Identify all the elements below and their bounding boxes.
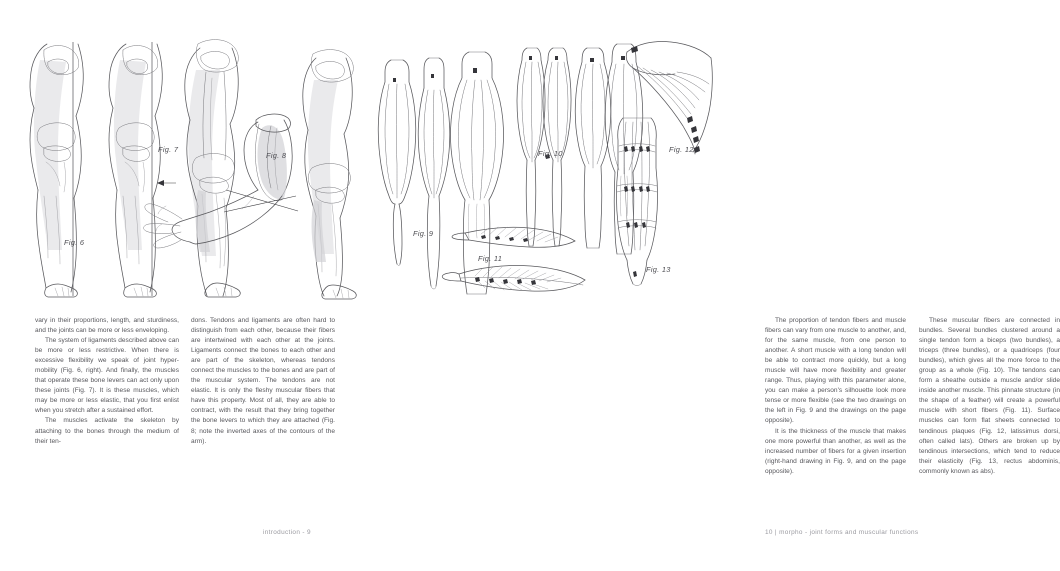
left-page-footer: introduction - 9 [263,529,311,536]
paragraph: dons. Tendons and ligaments are often hard to distinguish from each other, because their fibers are intertwined with each other at the joints. Ligaments connect the bones to each other and are part of the skeleton, whereas tendons connect the muscles to the bones and are part of the muscular system. The tendons are not elastic. It is only the fleshy muscular fibers that have this property. Most of all, they are able to contract, with the result that they bring together the bone levers to which they are attached (Fig. 8; note the inverted axes of the contours of the arm). [191,317,335,445]
paragraph: The system of ligaments described above can be more or less restrictive. When there is excessive flexibility we speak of joint hyper-mobility (Fig. 6, right). And finally, the muscles that operate these bone levers can act only upon these joints (Fig. 7). It is these muscles, which may be more or less elastic, that you first enlist when you stretch after a sustained effort. [35,337,179,415]
fig8-drawing [144,114,298,248]
paragraph: vary in their proportions, length, and sturdiness, and the joints can be more or less enveloping. [35,317,179,335]
left-column-1 [35,316,179,447]
right-column-2 [919,316,1060,477]
fig6-drawing [30,42,179,297]
left-page-text [35,316,335,447]
fig13-drawing [617,118,658,286]
figure-label-fig10: Fig. 10 [538,149,563,158]
paragraph: It is the thickness of the muscle that makes one more powerful than another, as well as the increased number of fibers for a given insertion (right-hand drawing in Fig. 9, and on the page opposite). [765,427,906,475]
figure-label-fig9: Fig. 9 [413,229,434,238]
left-figure-illustrations [0,0,365,300]
left-page [0,0,365,571]
right-page-text [765,316,1060,477]
right-page-figures [365,0,720,300]
figure-label-fig7: Fig. 7 [158,145,179,154]
figure-label-fig6: Fig. 6 [64,238,85,247]
right-page-footer: 10 | morpho - joint forms and muscular functions [765,529,919,536]
fig7-drawing [185,40,240,297]
figure-label-fig13: Fig. 13 [646,265,671,274]
fig8-adjacent-leg-drawing [303,50,356,299]
right-page [365,0,1060,571]
figure-label-fig12: Fig. 12 [669,145,694,154]
paragraph: These muscular fibers are connected in bundles. Several bundles clustered around a single tendon form a biceps (two bundles), a triceps (three bundles), or a quadriceps (four bundles), which gives all the more force to the group as a whole (Fig. 10). The tendons can form a sheathe outside a muscle and/or slide inside another muscle. This pinnate structure (in the shape of a feather) will create a powerful muscle with short fibers (Fig. 11). Surface muscles can form flat sheets connected to tendinous plaques (Fig. 12, latissimus dorsi, often called lats). Others are broken up by tendinous intersections, which tend to reduce their elasticity (Fig. 13, rectus abdominis, commonly known as abs). [919,317,1060,475]
figure-label-fig11: Fig. 11 [478,254,503,263]
left-column-2 [191,316,335,447]
paragraph: The proportion of tendon fibers and muscle fibers can vary from one muscle to another, and, for the same muscle, from one person to another. A short muscle with a long tendon will be able to contract more quickly, but a long muscle will have more flexibility and greater range. Thus, playing with this parameter alone, you can make a person's silhouette look more tense or more flexible (see the two drawings on the left in Fig. 9 and the drawings on the page opposite). [765,317,906,425]
fig10-drawing [517,44,643,254]
paragraph: The muscles activate the skeleton by attaching to the bones through the medium of their ten- [35,417,179,445]
figure-label-fig8: Fig. 8 [266,151,287,160]
fig12-drawing [626,41,712,154]
left-page-figures [0,0,365,300]
right-column-1 [765,316,906,477]
